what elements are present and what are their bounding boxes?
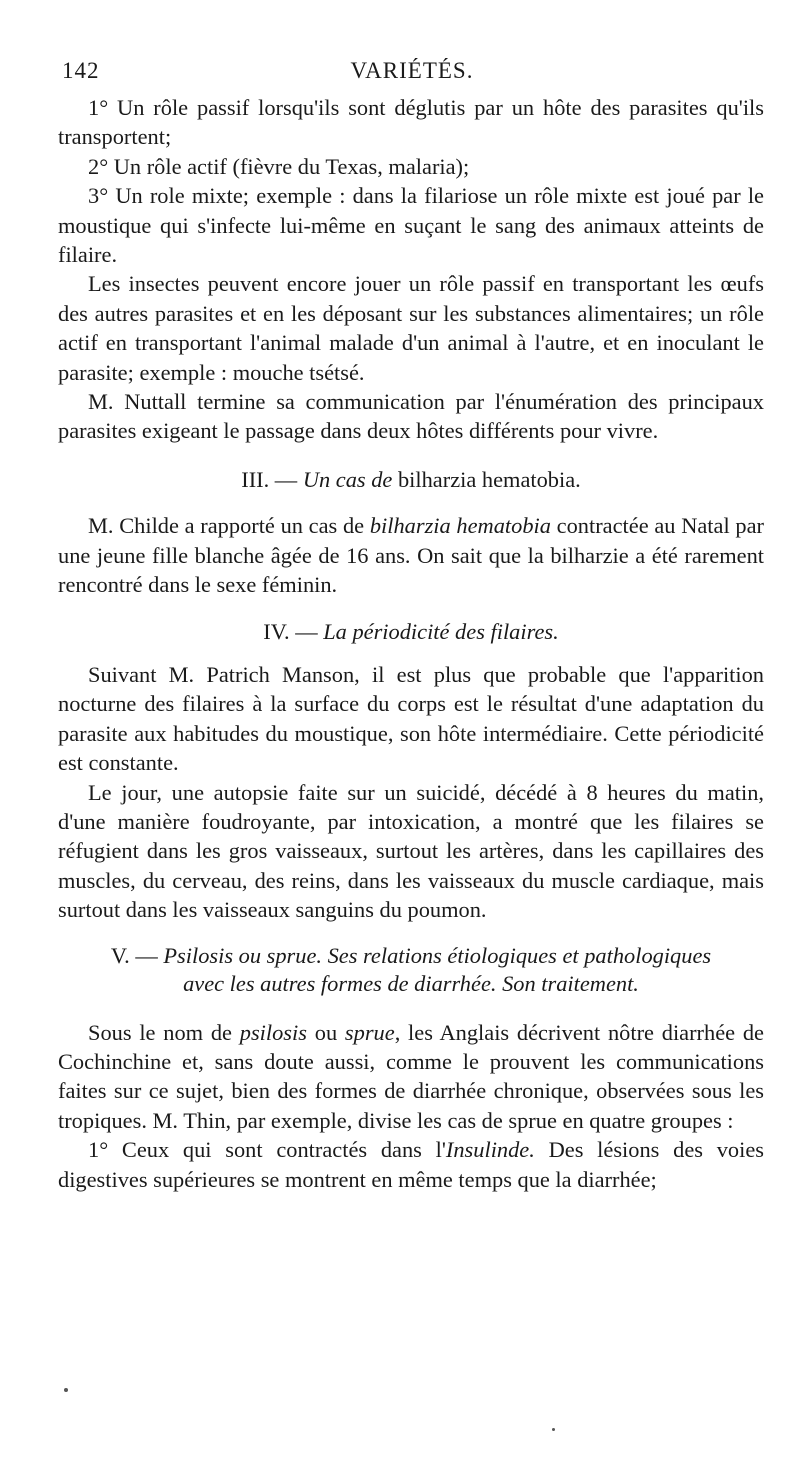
section-number: V. — xyxy=(110,942,158,968)
section-heading-4 xyxy=(58,617,764,646)
section-heading-5 xyxy=(58,942,764,998)
paragraph-2: 2° Un rôle actif (fièvre du Texas, malaria); xyxy=(88,153,470,179)
section-number: III. — xyxy=(241,466,298,492)
text-run: ou xyxy=(314,1019,338,1045)
paper-speck xyxy=(64,1388,68,1392)
text-run: , les Anglais décrivent nôtre diarrhée de Cochinchine et, sans doute aussi, comme le prouvent les communications faites sur ce sujet, bien des formes de diarrhée chronique, observées sous les tropiques. M. Thin, par exemple, divise les cas de sprue en quatre groupes : xyxy=(58,1019,764,1133)
text-run-italic: Insulinde. xyxy=(445,1137,535,1163)
paragraph-6 xyxy=(58,511,764,599)
page-number: 142 xyxy=(62,58,100,83)
paragraph-3: 3° Un role mixte; exemple : dans la filariose un rôle mixte est joué par le moustique qui s'infecte lui-même en suçant le sang des animaux atteints de filaire. xyxy=(58,183,764,268)
section-title: bilharzia hematobia. xyxy=(397,466,581,492)
text-run-italic: psilosis xyxy=(239,1019,307,1045)
paragraph-4: Les insectes peuvent encore jouer un rôle passif en transportant les œufs des autres parasites et en les déposant sur les substances alimentaires; un rôle actif en transportant l'animal malade d'un animal à l'autre, et en inoculant le parasite; exemple : mouche tsétsé. xyxy=(58,271,764,385)
section-title-italic-line-2: avec les autres formes de diarrhée. Son traitement. xyxy=(183,970,639,996)
text-run: Sous le nom de xyxy=(88,1019,232,1045)
section-heading-3 xyxy=(58,465,764,494)
section-title-italic: Un cas de xyxy=(302,466,393,492)
text-run-italic: bilharzia hematobia xyxy=(369,513,551,539)
text-run-italic: sprue xyxy=(344,1019,395,1045)
paragraph-8: Le jour, une autopsie faite sur un suicidé, décédé à 8 heures du matin, d'une manière foudroyante, par intoxication, a montré que les filaires se réfugient dans les gros vaisseaux, surtout les artères, dans les capillaires des muscles, du cerveau, des reins, dans les vaisseaux du muscle cardiaque, mais surtout dans les vaisseaux sanguins du poumon. xyxy=(58,779,764,923)
running-title: VARIÉTÉS. xyxy=(350,58,474,83)
paragraph-10 xyxy=(58,1135,764,1194)
paragraph-7: Suivant M. Patrich Manson, il est plus que probable que l'apparition nocturne des filaires à la surface du corps est le résultat d'une adaptation du parasite aux habitudes du moustique, son hôte intermédiaire. Cette périodicité est constante. xyxy=(58,661,764,776)
running-header xyxy=(62,58,762,90)
paper-speck xyxy=(552,1428,555,1431)
paragraph-9 xyxy=(58,1018,764,1136)
page-body xyxy=(58,93,764,1194)
text-run: 1° Ceux qui sont contractés dans l' xyxy=(88,1137,446,1163)
text-run: contractée au Natal par une jeune fille blanche âgée de 16 ans. On sait que la bilharzie a été rarement rencontré dans le sexe féminin. xyxy=(58,513,764,598)
text-run: M. Childe a rapporté un cas de xyxy=(88,513,365,539)
section-title-italic: La périodicité des filaires. xyxy=(323,618,559,644)
section-number: IV. — xyxy=(263,618,318,644)
paragraph-5: M. Nuttall termine sa communication par l'énumération des principaux parasites exigeant le passage dans deux hôtes différents pour vivre. xyxy=(58,389,764,444)
paragraph-1: 1° Un rôle passif lorsqu'ils sont déglutis par un hôte des parasites qu'ils transportent; xyxy=(58,95,764,150)
section-title-italic: Psilosis ou sprue. Ses relations étiologiques et pathologiques xyxy=(163,942,712,968)
text-run: Des lésions des voies digestives supérieures se montrent en même temps que la diarrhée; xyxy=(58,1137,764,1192)
